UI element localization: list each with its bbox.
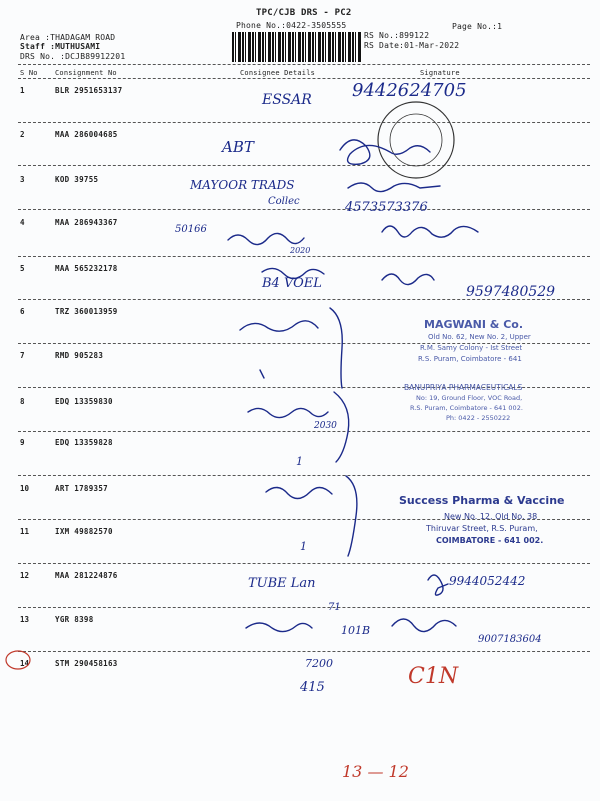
- drs-number: DRS No. :DCJB89912201: [20, 52, 126, 61]
- stamp3-line1: New No. 12, Old No. 38: [444, 512, 538, 521]
- col-sno: S No: [20, 69, 38, 77]
- handwriting-r11-sub: 1: [300, 540, 307, 553]
- tick-r7: [260, 370, 264, 378]
- stamp3-line3: COIMBATORE - 641 002.: [436, 536, 544, 545]
- row-consignment: MAA 286004685: [55, 130, 118, 139]
- handwriting-r13-phone: 9007183604: [478, 634, 542, 645]
- stamp1-name: MAGWANI & Co.: [424, 318, 523, 331]
- col-consignment: Consignment No: [55, 69, 117, 77]
- phone-number: Phone No.:0422-3505555: [236, 21, 347, 30]
- row-divider: [18, 256, 590, 257]
- row-sno: 14: [20, 659, 30, 668]
- area-label: Area :THADAGAM ROAD: [20, 33, 116, 42]
- scrawl-r13: [246, 623, 312, 632]
- bracket-r6: [330, 308, 342, 388]
- signature-r2: [340, 140, 430, 164]
- row-consignment: ART 1789357: [55, 484, 108, 493]
- scrawl-r4: [228, 233, 304, 244]
- handwriting-r5-sub: B4 VOEL: [262, 276, 322, 291]
- scrawl-r8: [248, 408, 328, 417]
- col-consignee: Consignee Details: [240, 69, 316, 77]
- row-consignment: EDQ 13359830: [55, 397, 113, 406]
- row-divider: [18, 165, 590, 166]
- handwriting-r5-phone: 9597480529: [466, 284, 556, 300]
- col-signature: Signature: [420, 69, 460, 77]
- row-sno: 11: [20, 527, 30, 536]
- rs-number: RS No.:899122: [364, 31, 430, 40]
- handwriting-r12-phone: 9944052442: [449, 574, 526, 588]
- row-sno: 9: [20, 438, 25, 447]
- row-consignment: MAA 281224876: [55, 571, 118, 580]
- stamp1-line2: R.M. Samy Colony - Ist Street: [420, 344, 523, 352]
- row-sno: 4: [20, 218, 25, 227]
- row-consignment: IXM 49882570: [55, 527, 113, 536]
- round-stamp-icon: [378, 102, 454, 178]
- handwriting-r12-name: TUBE Lan: [248, 576, 316, 591]
- row-consignment: RMD 905283: [55, 351, 104, 360]
- signature-r12: [428, 575, 448, 595]
- handwriting-r8-sub: 2030: [314, 421, 337, 431]
- scrawl-r10: [266, 487, 332, 498]
- handwriting-r9-sub: 1: [296, 455, 303, 468]
- row-sno: 10: [20, 484, 30, 493]
- row-sno: 12: [20, 571, 30, 580]
- scrawl-r6: [240, 321, 318, 331]
- handwriting-r14-a: 7200: [305, 657, 333, 670]
- rs-date: RS Date:01-Mar-2022: [364, 41, 460, 50]
- row-consignment: TRZ 360013959: [55, 307, 118, 316]
- row-sno: 8: [20, 397, 25, 406]
- row-divider: [18, 475, 590, 476]
- stamp2-line3: Ph: 0422 - 2550222: [446, 414, 511, 422]
- handwriting-r2-name: ABT: [222, 138, 254, 156]
- row-consignment: MAA 286943367: [55, 218, 118, 227]
- report-title: TPC/CJB DRS - PC2: [256, 8, 352, 18]
- handwriting-r14-c: C1N: [408, 664, 459, 689]
- row-consignment: MAA 565232178: [55, 264, 118, 273]
- handwriting-r3-name: MAYOOR TRADS: [190, 178, 295, 192]
- page-number: Page No.:1: [452, 22, 503, 31]
- stamp2-line2: R.S. Puram, Coimbatore - 641 002.: [410, 404, 523, 412]
- stamp3-name: Success Pharma & Vaccine: [399, 494, 565, 507]
- row-divider: [18, 651, 590, 652]
- signature-r3: [348, 183, 440, 192]
- handwriting-r13-sub: 71: [328, 602, 341, 613]
- row-consignment: STM 290458163: [55, 659, 118, 668]
- barcode: [232, 32, 362, 62]
- header-rule-top: [18, 64, 590, 65]
- handwriting-r13-code: 101B: [341, 624, 371, 637]
- handwriting-r3-phone: 4573573376: [345, 200, 428, 215]
- row-consignment: BLR 2951653137: [55, 86, 123, 95]
- row-sno: 5: [20, 264, 25, 273]
- stamp2-name: BANUPRIYA PHARMACEUTICALS: [404, 383, 523, 392]
- row-divider: [18, 607, 590, 608]
- header-rule-bottom: [18, 78, 590, 79]
- handwriting-r1-phone: 9442624705: [352, 80, 467, 101]
- signature-r5: [382, 274, 434, 285]
- row-sno: 2: [20, 130, 25, 139]
- handwriting-r3-sub: Collec: [268, 196, 300, 207]
- row-sno: 3: [20, 175, 25, 184]
- row-divider: [18, 563, 590, 564]
- handwriting-r14-b: 415: [300, 680, 325, 695]
- handwriting-r1-name: ESSAR: [262, 92, 312, 108]
- row-consignment: YGR 8398: [55, 615, 94, 624]
- signature-r4: [382, 226, 478, 237]
- signature-r13: [392, 619, 456, 632]
- row-divider: [18, 431, 590, 432]
- row-sno: 6: [20, 307, 25, 316]
- handwriting-r4-num: 50166: [175, 224, 207, 235]
- row-sno: 1: [20, 86, 25, 95]
- handwriting-r4-sub: 2020: [290, 246, 311, 255]
- row-consignment: KOD 39755: [55, 175, 99, 184]
- row-consignment: EDQ 13359828: [55, 438, 113, 447]
- row-divider: [18, 122, 590, 123]
- handwriting-footer: 13 — 12: [342, 762, 409, 781]
- bracket-r10: [346, 476, 357, 556]
- row-sno: 13: [20, 615, 30, 624]
- row-sno: 7: [20, 351, 25, 360]
- staff-label: Staff :MUTHUSAMI: [20, 42, 101, 51]
- row-divider: [18, 209, 590, 210]
- stamp1-line3: R.S. Puram, Coimbatore - 641: [418, 355, 522, 363]
- stamp2-line1: No: 19, Ground Floor, VOC Road,: [416, 394, 523, 402]
- stamp3-line2: Thiruvar Street, R.S. Puram,: [426, 524, 538, 533]
- stamp1-line1: Old No. 62, New No. 2, Upper: [428, 333, 531, 341]
